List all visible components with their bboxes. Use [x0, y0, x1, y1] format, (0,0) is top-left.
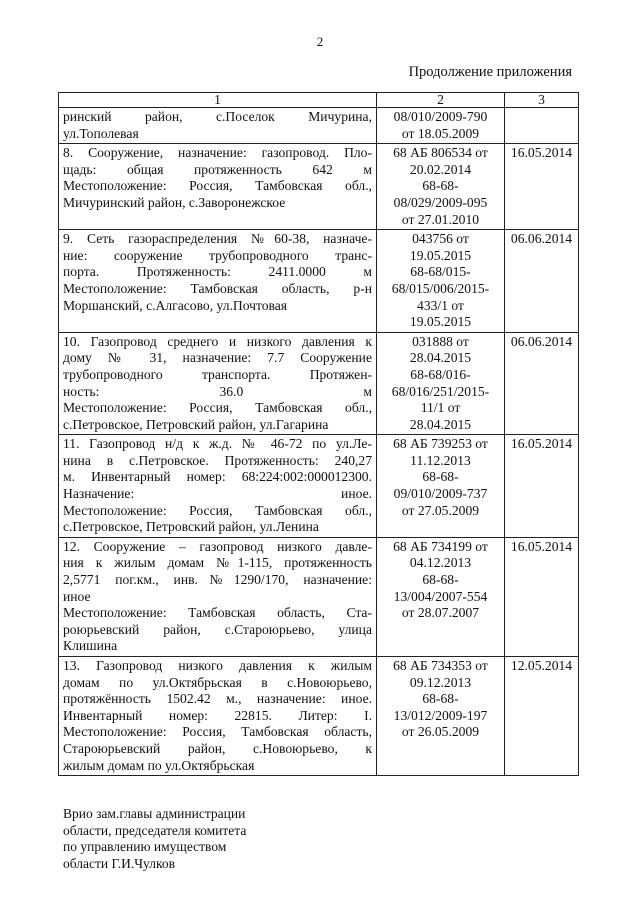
description-line: трубопроводного транспорта. Протяжен- — [63, 366, 372, 382]
description-line: Назначение: иное. — [63, 486, 372, 502]
signature-line: по управлению имуществом — [63, 839, 227, 854]
description-line: ность: 36.0 м — [63, 383, 372, 399]
registration-line: 28.04.2015 — [409, 350, 472, 366]
registration-cell — [377, 108, 505, 144]
registration-line: от 28.07.2007 — [401, 605, 480, 621]
table-row — [59, 108, 579, 144]
description-line: жилым домам по ул.Октябрьская — [63, 757, 255, 773]
description-line: иное — [63, 588, 91, 604]
description-line: дому № 31, назначение: 7.7 Сооружение — [63, 350, 372, 366]
description-line: 10. Газопровод среднего и низкого давления к — [63, 333, 372, 349]
registration-line: 09/010/2009-737 — [393, 486, 488, 502]
description-line: ринский район, с.Поселок Мичурина, — [63, 109, 372, 124]
description-line: Местоположение: Россия, Тамбовская область, — [63, 724, 372, 740]
description-line: порта. Протяженность: 2411.0000 м — [63, 264, 372, 280]
table-row — [59, 657, 579, 776]
description-line: Моршанский, с.Алгасово, ул.Почтовая — [63, 297, 288, 313]
date-cell: 16.05.2014 — [505, 144, 579, 230]
description-line: 12. Сооружение – газопровод низкого давле- — [63, 538, 372, 554]
description-line: 2,5771 пог.км., инв.№1290/170, назначение: — [63, 572, 372, 588]
date-cell — [505, 108, 579, 144]
registration-line: 68-68- — [422, 691, 459, 707]
registration-line: 68/016/251/2015- — [391, 383, 490, 399]
description-line: Инвентарный номер: 22815. Литер: I. — [63, 707, 372, 723]
registration-line: 08/010/2009-790 — [393, 109, 488, 124]
table-row — [59, 144, 579, 230]
registration-cell — [377, 230, 505, 333]
registration-line: 68/015/006/2015- — [391, 280, 490, 296]
date-cell: 16.05.2014 — [505, 435, 579, 538]
registration-line: от 26.05.2009 — [401, 724, 480, 740]
registration-cell — [377, 657, 505, 776]
registration-line: 08/029/2009-095 — [393, 194, 488, 210]
property-register-table — [58, 92, 579, 776]
registration-line: 09.12.2013 — [409, 674, 472, 690]
date-cell: 06.06.2014 — [505, 230, 579, 333]
column-header-2: 2 — [377, 93, 505, 108]
column-header-3: 3 — [505, 93, 579, 108]
object-description-cell — [59, 537, 377, 656]
description-line: Местоположение: Тамбовская область, Ста- — [63, 605, 372, 621]
object-description-cell — [59, 108, 377, 144]
registration-line: от 18.05.2009 — [401, 125, 480, 141]
description-line: протяжённость 1502.42 м., назначение: иное. — [63, 691, 372, 707]
registration-line: 433/1 от — [417, 297, 464, 313]
registration-line: 13/012/2009-197 — [393, 707, 488, 723]
object-description-cell — [59, 435, 377, 538]
continuation-label: Продолжение приложения — [408, 64, 572, 80]
registration-line: 68-68- — [422, 469, 459, 485]
description-line: Клишина — [63, 638, 118, 654]
registration-line: 19.05.2015 — [409, 314, 472, 330]
header-row — [59, 93, 579, 108]
registration-cell — [377, 537, 505, 656]
registration-line: 68 АБ 806534 от — [393, 145, 488, 161]
registration-line: от 27.05.2009 — [401, 502, 480, 518]
signature-line: области Г.И.Чулков — [63, 855, 175, 871]
description-line: нина в с.Петровское. Протяженность: 240,27 — [63, 452, 372, 468]
registration-line: 11/1 от — [420, 400, 461, 416]
registration-line: 13/004/2007-554 — [393, 588, 488, 604]
description-line: роюрьевский район, с.Староюрьево, улица — [63, 621, 372, 637]
description-line: с.Петровское, Петровский район, ул.Гагарина — [63, 416, 329, 432]
registration-line: 28.04.2015 — [409, 416, 472, 432]
registration-cell — [377, 435, 505, 538]
registration-line: 68-68- — [422, 178, 459, 194]
date-cell: 06.06.2014 — [505, 332, 579, 435]
table-row — [59, 537, 579, 656]
description-line: ние: сооружение трубопроводного транс- — [63, 247, 372, 263]
date-cell: 12.05.2014 — [505, 657, 579, 776]
description-line: 13. Газопровод низкого давления к жилым — [63, 658, 372, 673]
description-line: м. Инвентарный номер: 68:224:002:000012300. — [63, 469, 372, 485]
description-line: домам по ул.Октябрьская в с.Новоюрьево, — [63, 674, 372, 690]
table-row — [59, 435, 579, 538]
registration-line: 031888 от — [412, 333, 469, 349]
signature-block — [63, 806, 246, 872]
registration-cell — [377, 144, 505, 230]
description-line: Местоположение: Россия, Тамбовская обл., — [63, 400, 372, 416]
object-description-cell — [59, 230, 377, 333]
registration-line: 68-68/016- — [410, 366, 471, 382]
registration-line: 68 АБ 739253 от — [393, 436, 488, 452]
description-line: щадь: общая протяженность 642 м — [63, 161, 372, 177]
date-cell: 16.05.2014 — [505, 537, 579, 656]
description-line: Местоположение: Тамбовская область, р-н — [63, 280, 372, 296]
object-description-cell — [59, 657, 377, 776]
signature-line: области, председателя комитета — [63, 822, 247, 838]
description-line: Мичуринский район, с.Заворонежское — [63, 194, 286, 210]
table-row — [59, 332, 579, 435]
column-header-1: 1 — [59, 93, 377, 108]
registration-line: 19.05.2015 — [409, 247, 472, 263]
table-row — [59, 230, 579, 333]
object-description-cell — [59, 332, 377, 435]
description-line: Староюрьевский район, с.Новоюрьево, к — [63, 740, 372, 756]
object-description-cell — [59, 144, 377, 230]
description-line: 11. Газопровод н/д к ж.д. № 46-72 по ул.Ле- — [63, 436, 372, 452]
registration-cell — [377, 332, 505, 435]
registration-line: 20.02.2014 — [409, 161, 472, 177]
registration-line: 043756 от — [412, 231, 469, 247]
registration-line: 68-68- — [422, 572, 459, 588]
registration-line: 04.12.2013 — [409, 555, 472, 571]
description-line: 8. Сооружение, назначение: газопровод. Пло- — [63, 145, 372, 161]
registration-line: 68-68/015- — [410, 264, 471, 280]
signature-line: Врио зам.главы администрации — [63, 806, 246, 821]
description-line: ул.Тополевая — [63, 125, 139, 141]
description-line: 9. Сеть газораспределения №60-38, назначе- — [63, 231, 372, 247]
table-body — [59, 108, 579, 776]
page-number: 2 — [316, 34, 324, 49]
registration-line: от 27.01.2010 — [401, 211, 480, 227]
description-line: Местоположение: Россия, Тамбовская обл., — [63, 502, 372, 518]
registration-line: 68 АБ 734353 от — [393, 658, 488, 673]
description-line: с.Петровское, Петровский район, ул.Ленина — [63, 519, 319, 535]
description-line: ния к жилым домам №1-115, протяженность — [63, 555, 372, 571]
registration-line: 68 АБ 734199 от — [393, 538, 488, 554]
description-line: Местоположение: Россия, Тамбовская обл., — [63, 178, 372, 194]
registration-line: 11.12.2013 — [410, 452, 471, 468]
